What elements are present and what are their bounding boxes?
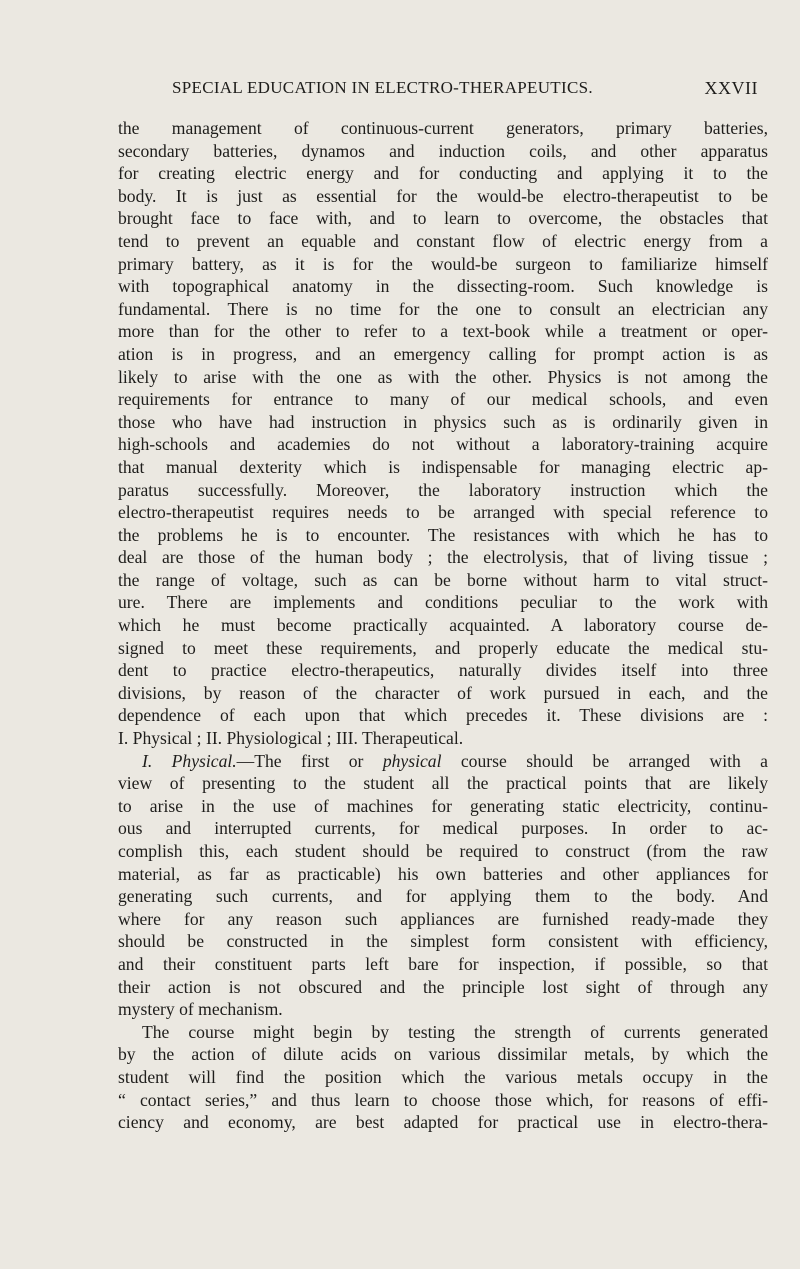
text-line: where for any reason such appliances are furnished ready-made they — [118, 908, 768, 929]
text-line: dent to practice electro-therapeutics, naturally divides itself into three — [118, 660, 768, 681]
text-line: tend to prevent an equable and constant flow of electric energy from a — [118, 230, 768, 251]
text-line: mystery of mechanism. — [118, 999, 283, 1020]
text-line: the management of continuous-current generators, primary batteries, — [118, 118, 768, 138]
text-line: likely to arise with the one as with the other. Physics is not among the — [118, 366, 768, 387]
text-line: should be constructed in the simplest form consistent with efficiency, — [118, 931, 768, 952]
section-line-text: course should be arranged with a — [441, 750, 768, 771]
body-text — [118, 117, 768, 1134]
text-line: body. It is just as essential for the would-be electro-therapeutist to be — [118, 185, 768, 206]
running-head — [172, 78, 758, 102]
section-emphasis: physical — [382, 750, 442, 771]
text-line: view of presenting to the student all the practical points that are likely — [118, 773, 768, 794]
text-line: those who have had instruction in physics such as is ordinarily given in — [118, 411, 768, 432]
text-line: the range of voltage, such as can be borne without harm to vital struct- — [118, 569, 768, 590]
text-line: signed to meet these requirements, and properly educate the medical stu- — [118, 637, 768, 658]
section-first-line — [118, 750, 768, 773]
text-line: and their constituent parts left bare for inspection, if possible, so that — [118, 953, 768, 974]
text-line: deal are those of the human body ; the electrolysis, that of living tissue ; — [118, 547, 768, 568]
text-line: that manual dexterity which is indispensable for managing electric ap- — [118, 456, 768, 477]
text-line: The course might begin by testing the strength of currents generated — [142, 1021, 768, 1042]
text-line: I. Physical ; II. Physiological ; III. Therapeutical. — [118, 728, 464, 749]
running-head-title: SPECIAL EDUCATION IN ELECTRO-THERAPEUTICS. — [172, 78, 593, 97]
text-line: electro-therapeutist requires needs to be arranged with special reference to — [118, 502, 768, 523]
text-line: ation is in progress, and an emergency calling for prompt action is as — [118, 343, 768, 364]
text-line: complish this, each student should be required to construct (from the raw — [118, 841, 768, 861]
text-line: secondary batteries, dynamos and induction coils, and other apparatus — [118, 140, 768, 161]
text-line: to arise in the use of machines for generating static electricity, continu- — [118, 795, 768, 816]
text-line: material, as far as practicable) his own batteries and other appliances for — [118, 863, 768, 884]
section-heading: I. Physical. — [142, 750, 237, 771]
text-line: fundamental. There is no time for the one to consult an electrician any — [118, 298, 768, 319]
text-line: requirements for entrance to many of our medical schools, and even — [118, 389, 768, 410]
text-line: primary battery, as it is for the would-be surgeon to familiarize himself — [118, 253, 768, 274]
text-line: dependence of each upon that which precedes it. These divisions are : — [118, 705, 768, 726]
text-line: their action is not obscured and the principle lost sight of through any — [118, 976, 768, 997]
text-line: ure. There are implements and conditions peculiar to the work with — [118, 592, 768, 613]
text-line: brought face to face with, and to learn to overcome, the obstacles that — [118, 208, 768, 229]
text-line: by the action of dilute acids on various dissimilar metals, by which the — [118, 1044, 768, 1065]
text-line: ciency and economy, are best adapted for practical use in electro-thera- — [118, 1112, 768, 1133]
text-line: “ contact series,” and thus learn to choose those which, for reasons of effi- — [118, 1089, 768, 1110]
text-line: ous and interrupted currents, for medical purposes. In order to ac- — [118, 818, 768, 839]
text-line: generating such currents, and for applying them to the body. And — [118, 886, 768, 907]
text-line: for creating electric energy and for conducting and applying it to the — [118, 163, 768, 184]
text-line: paratus successfully. Moreover, the laboratory instruction which the — [118, 479, 768, 500]
text-line: with topographical anatomy in the dissecting-room. Such knowledge is — [118, 276, 768, 297]
text-line: divisions, by reason of the character of work pursued in each, and the — [118, 682, 768, 703]
page-number: XXVII — [704, 78, 758, 98]
text-line: more than for the other to refer to a text-book while a treatment or oper- — [118, 321, 768, 342]
text-line: which he must become practically acquainted. A laboratory course de- — [118, 615, 768, 636]
text-line: the problems he is to encounter. The resistances with which he has to — [118, 524, 768, 545]
text-line: student will find the position which the various metals occupy in the — [118, 1066, 768, 1087]
text-line: high-schools and academies do not without a laboratory-training acquire — [118, 434, 768, 455]
section-line-text: —The first or — [236, 750, 383, 771]
